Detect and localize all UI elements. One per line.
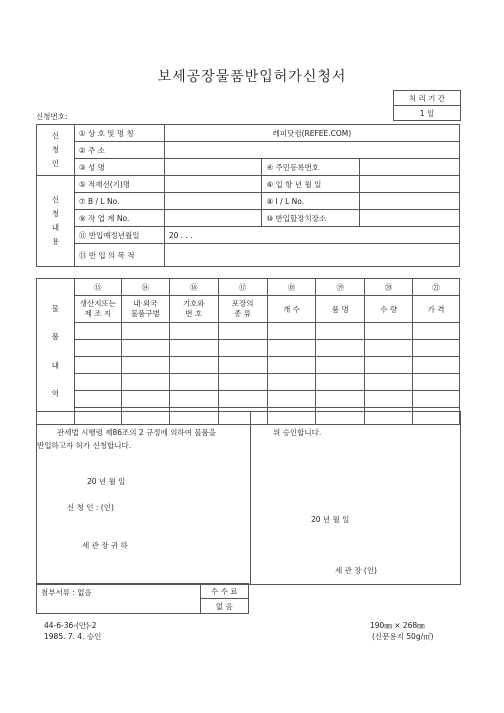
paper-size: 190㎜ × 268㎜ <box>370 621 425 630</box>
declaration-box <box>36 411 461 585</box>
col-header-domestic-foreign: 내·외국 물품구별 <box>121 296 169 323</box>
col-header-package-type: 포장의 종 류 <box>218 296 267 323</box>
declaration-divider <box>250 412 251 584</box>
goods-row <box>37 323 460 340</box>
col-number-5: ⑱ <box>267 279 316 296</box>
declaration-text-2: 반입하고자 허가 신청합니다. <box>37 441 132 450</box>
scheduled-date-value[interactable]: 20 . . . <box>164 227 459 244</box>
customs-signature: 세 관 장 (인) <box>335 566 377 575</box>
purpose-label: ⑬ 반 입 의 목 적 <box>74 244 164 267</box>
col-number-7: ⑳ <box>365 279 413 296</box>
col-number-3: ⑯ <box>169 279 218 296</box>
applicant-signature[interactable]: 신 청 인 : (인) <box>67 503 114 512</box>
storage-place-label: ⑩ 반입할장치장소 <box>262 210 360 227</box>
il-number-label: ⑧ I / L No. <box>262 193 360 210</box>
goods-row <box>37 391 460 408</box>
col-number-8: ㉑ <box>413 279 460 296</box>
storage-place-value[interactable] <box>360 210 460 227</box>
work-plan-label: ⑨ 작 업 계 No. <box>74 210 164 227</box>
attachment-fee-table <box>36 583 460 614</box>
application-form-table <box>36 124 460 267</box>
col-header-quantity: 수 량 <box>365 296 413 323</box>
approval-date-footer: 1985. 7. 4. 승인 <box>44 632 102 641</box>
goods-side-label: 물 품 내 역 <box>37 279 75 425</box>
approval-text: 위 승인합니다. <box>273 428 322 437</box>
company-name-value[interactable]: 레피닷컴(REFEE.COM) <box>164 125 459 142</box>
arrival-date-label: ⑥ 입 항 년 월 일 <box>262 176 360 193</box>
arrival-date-value[interactable] <box>360 176 460 193</box>
declaration-text-1: 관세법 시행령 제86조의 2 규정에 의하여 물품을 <box>57 428 217 437</box>
processing-label: 처 리 기 간 <box>394 91 461 106</box>
vessel-name-label: ⑤ 적재선(기)명 <box>74 176 164 193</box>
goods-row <box>37 357 460 374</box>
processing-period-box <box>393 90 461 121</box>
col-number-2: ⑭ <box>121 279 169 296</box>
col-header-origin: 생산지또는 제 조 지 <box>74 296 121 323</box>
purpose-value[interactable] <box>164 244 459 267</box>
col-number-6: ⑲ <box>316 279 365 296</box>
fee-label: 수 수 료 <box>200 584 248 599</box>
bl-number-label: ⑦ B / L No. <box>74 193 164 210</box>
work-plan-value[interactable] <box>164 210 262 227</box>
attachments: 첨부서류 : 없음 <box>37 584 201 614</box>
fee-value: 없 음 <box>200 599 248 614</box>
col-number-4: ⑰ <box>218 279 267 296</box>
company-name-label: ① 상 호 및 명 칭 <box>74 125 164 142</box>
goods-row <box>37 374 460 391</box>
application-side-label: 신 청 내 용 <box>37 176 75 267</box>
resident-number-value[interactable] <box>360 159 460 176</box>
bl-number-value[interactable] <box>164 193 262 210</box>
address-label: ② 주 소 <box>74 142 164 159</box>
name-value[interactable] <box>164 159 262 176</box>
applicant-side-label: 신 청 인 <box>37 125 75 176</box>
declaration-date: 20 년 월 일 <box>87 477 126 486</box>
il-number-value[interactable] <box>360 193 460 210</box>
name-label: ③ 성 명 <box>74 159 164 176</box>
approval-date: 20 년 월 일 <box>311 515 350 524</box>
col-number-1: ⑮ <box>74 279 121 296</box>
paper-type: (신문용지 50g/㎡) <box>372 632 434 641</box>
address-value[interactable] <box>164 142 459 159</box>
col-header-mark-number: 기호와 번 호 <box>169 296 218 323</box>
goods-table <box>36 278 460 425</box>
application-number-label: 신청번호: <box>36 112 68 121</box>
col-header-count: 개 수 <box>267 296 316 323</box>
col-header-price: 가 격 <box>413 296 460 323</box>
form-title: 보세공장물품반입허가신청서 <box>157 69 347 85</box>
scheduled-date-label: ⑪ 반입예정년월일 <box>74 227 164 244</box>
goods-row <box>37 340 460 357</box>
col-header-item-name: 품 명 <box>316 296 365 323</box>
form-code: 44-6-36-(안)-2 <box>44 621 97 630</box>
addressee: 세 관 장 귀 하 <box>82 541 128 550</box>
resident-number-label: ④ 주민등록번호 <box>262 159 360 176</box>
vessel-name-value[interactable] <box>164 176 262 193</box>
processing-value: 1 일 <box>394 106 461 121</box>
